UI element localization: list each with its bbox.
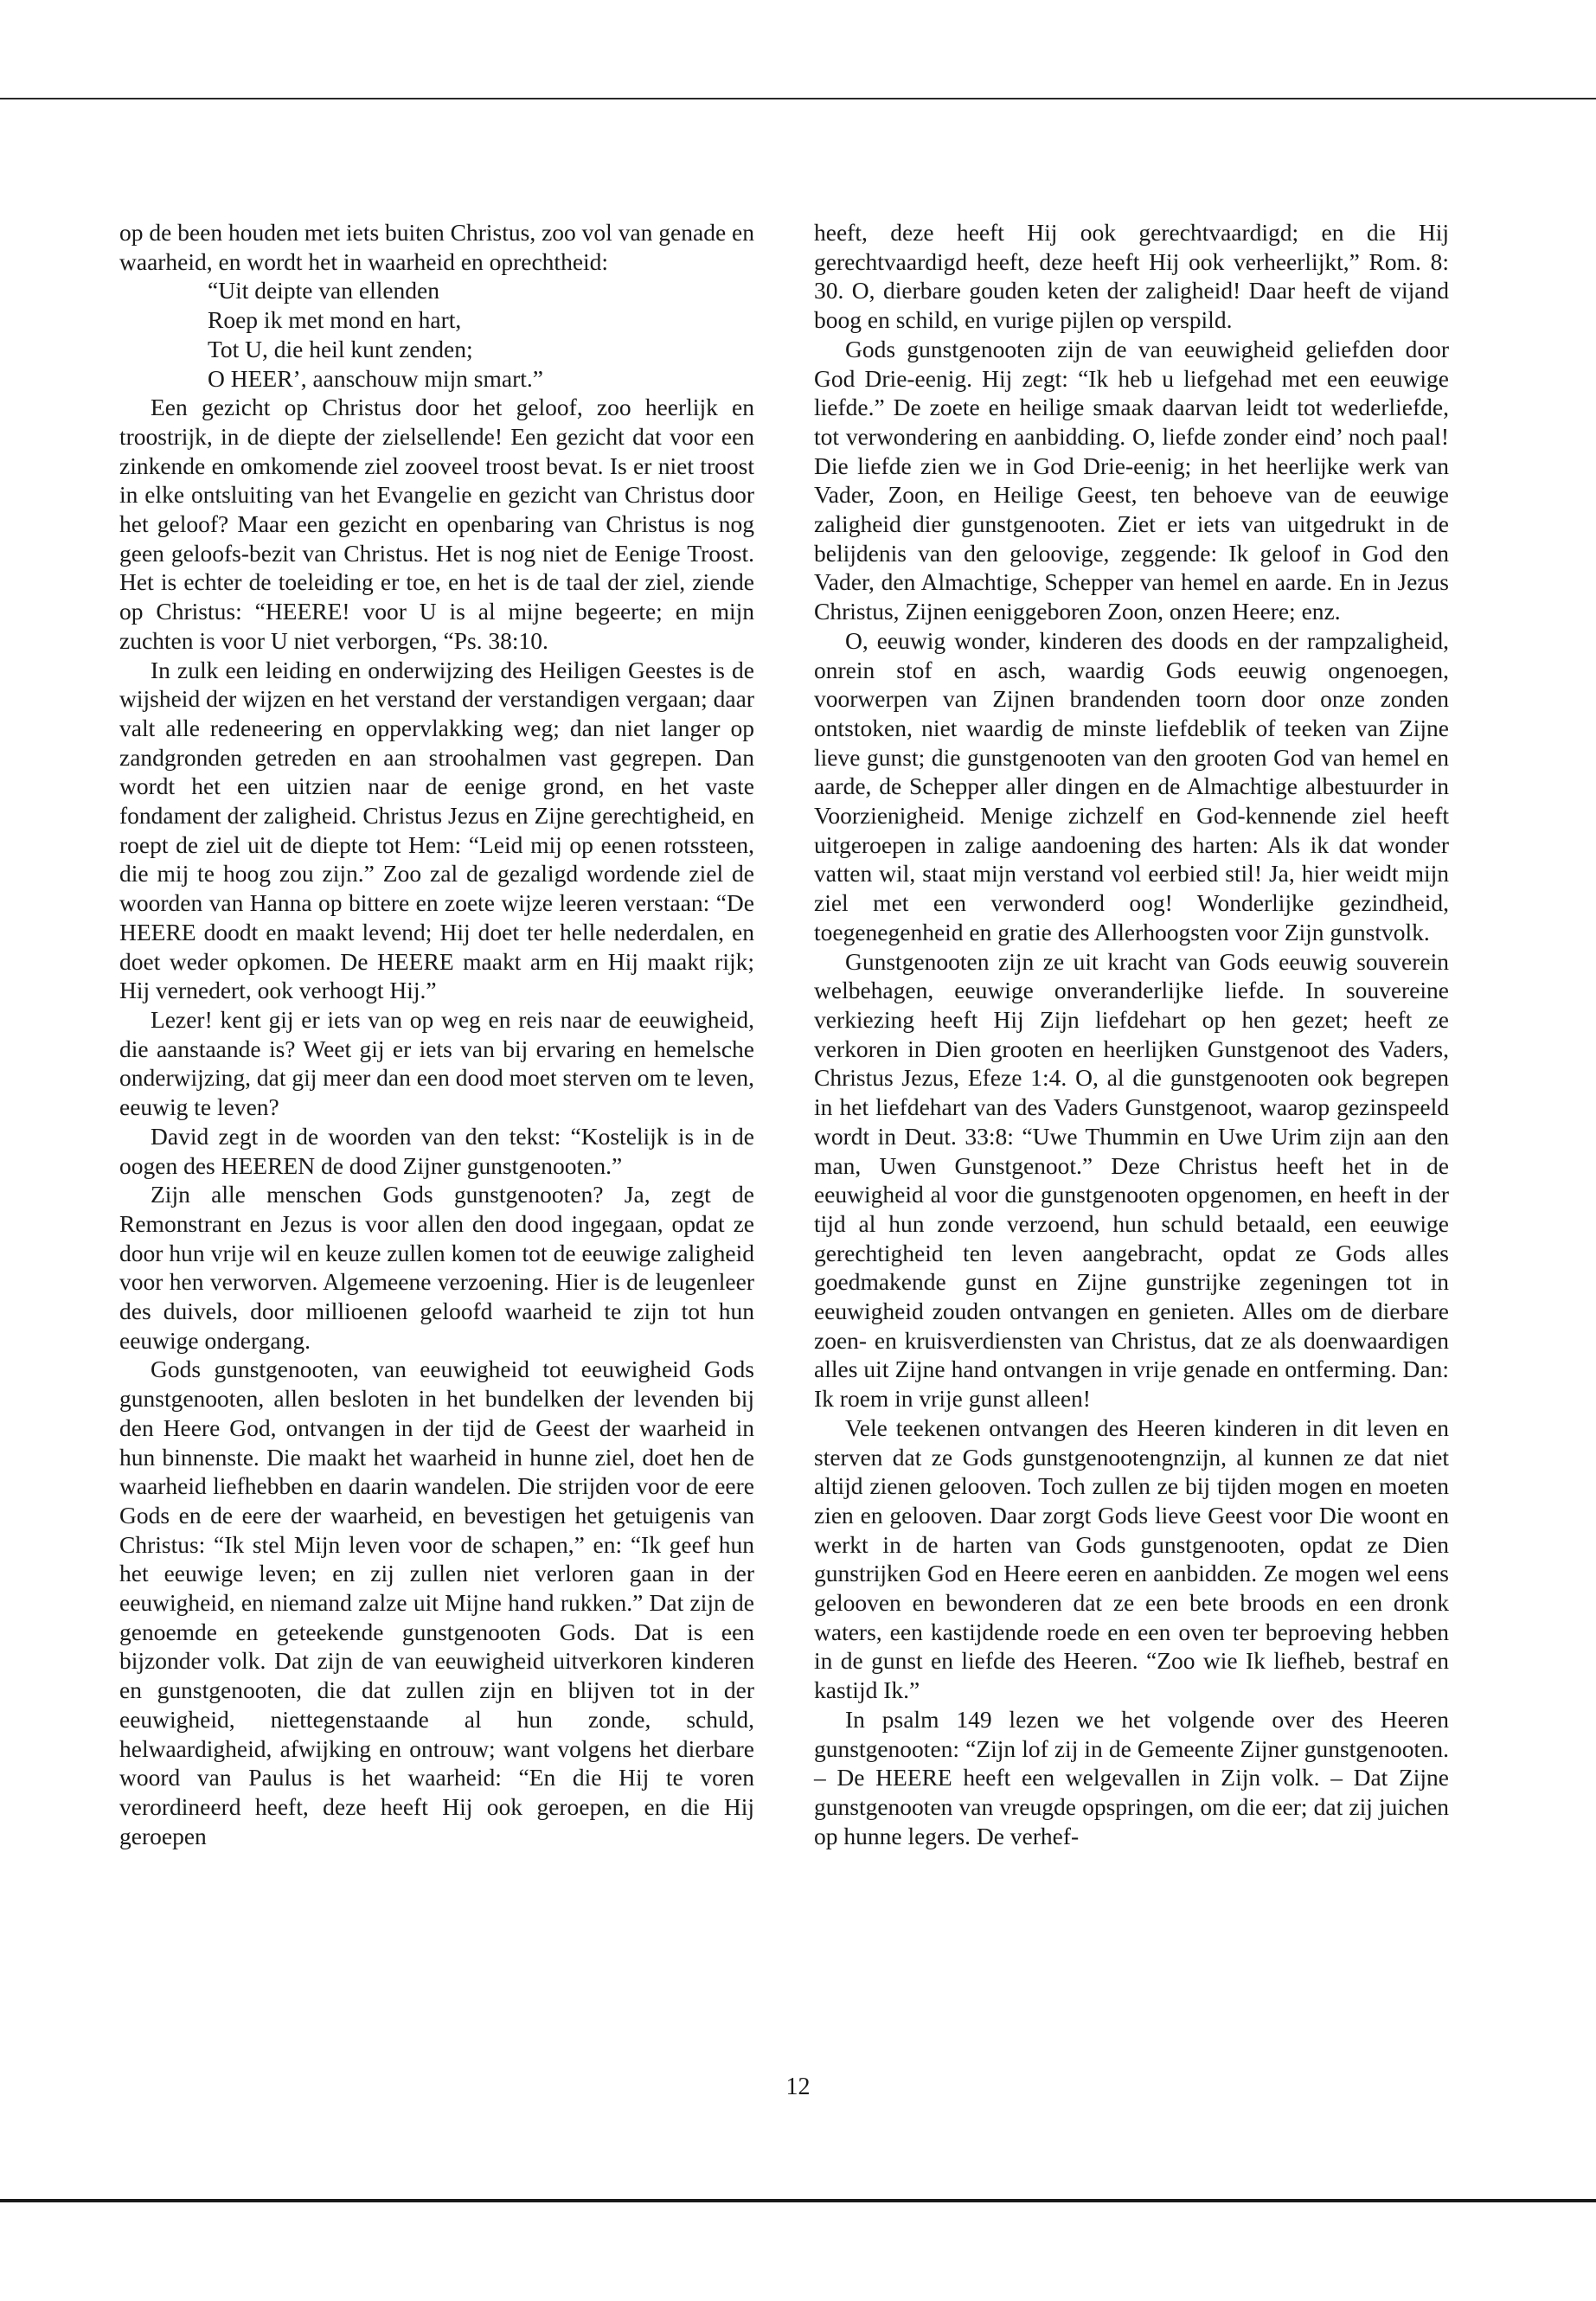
poem-line: Tot U, die heil kunt zenden;: [208, 335, 473, 362]
paragraph: Zijn alle menschen Gods gunstgenooten? Ja, zegt de Remonstrant en Jezus is voor allen den dood ingegaan, opdat ze door hun vrije wil en keuze zullen komen tot de eeuwige zaligheid voor hen verworven. Algemeene verzoening. Hier is de leugenleer des duivels, door millioenen geloofd waarheid te zijn tot hun eeuwige ondergang.: [119, 1181, 754, 1354]
poem-line: Roep ik met mond en hart,: [208, 306, 462, 334]
paragraph: Gunstgenooten zijn ze uit kracht van Gods eeuwig souverein welbehagen, eeuwige onveranderlijke liefde. In souvereine verkiezing heeft Hij Zijn liefdehart op hen gezet; heeft ze verkoren in Dien grooten en heerlijken Gunstgenoot des Vaders, Christus Jezus, Efeze 1:4. O, al die gunstgenooten ook begrepen in het liefdehart van des Vaders Gunstgenoot, waarop gezinspeeld wordt in Deut. 33:8: “Uwe Thummin en Uwe Urim zijn aan den man, Uwen Gunstgenoot.” Deze Christus heeft het in de eeuwigheid al voor die gunstgenooten opgenomen, en heeft in der tijd al hun zonde verzoend, hun schuld betaald, een eeuwige gerechtigheid ten leven aangebracht, opdat ze Gods alles goedmakende gunst en Zijne gunstrijke zegeningen tot in eeuwigheid zouden ontvangen en genieten. Alles om de dierbare zoen- en kruisverdiensten van Christus, dat ze als doenwaardigen alles uit Zijne hand ontvangen in vrije genade en ontferming. Dan: Ik roem in vrije gunst alleen!: [814, 947, 1449, 1413]
page-number: 12: [785, 2073, 811, 2100]
paragraph: David zegt in de woorden van den tekst: “Kostelijk is in de oogen des HEEREN de dood Zijner gunstgenooten.”: [119, 1122, 754, 1179]
top-rule: [0, 98, 1596, 99]
bottom-rule: [0, 2199, 1596, 2202]
paragraph: In zulk een leiding en onderwijzing des Heiligen Geestes is de wijsheid der wijzen en het verstand der verstandigen vergaan; daar valt alle redeneering en oppervlakking weg; dan niet langer op zandgronden getreden en aan stroohalmen vast gegrepen. Dan wordt het een uitzien naar de eenige grond, en het vaste fondament der zaligheid. Christus Jezus en Zijne gerechtigheid, en roept de ziel uit de diepte tot Hem: “Leid mij op eenen rotssteen, die mij te hoog zou zijn.” Zoo zal de gezaligd wordende ziel de woorden van Hanna op bittere en zoete wijze leeren verstaan: “De HEERE doodt en maakt levend; Hij doet ter helle nederdalen, en doet weder opkomen. De HEERE maakt arm en Hij maakt rijk; Hij vernedert, ook verhoogt Hij.”: [119, 656, 754, 1004]
paragraph: Vele teekenen ontvangen des Heeren kinderen in dit leven en sterven dat ze Gods gunstgenootengnzijn, al kunnen ze dat niet altijd zienen gelooven. Toch zullen ze bij tijden mogen en moeten zien en gelooven. Daar zorgt Gods lieve Geest voor Die woont en werkt in de harten van Gods gunstgenooten, opdat ze Dien gunstrijken God en Heere eeren en aanbidden. Ze mogen wel eens gelooven en bewonderen dat ze een bete broods en een dronk waters, een kastijdende roede en een oven ter beproeving hebben in de gunst en liefde des Heeren. “Zoo wie Ik liefheb, bestraf en kastijd Ik.”: [814, 1413, 1449, 1704]
poem-line: “Uit deipte van ellenden: [208, 277, 440, 304]
paragraph: heeft, deze heeft Hij ook gerechtvaardigd; en die Hij gerechtvaardigd heeft, deze heeft Hij ook verheerlijkt,” Rom. 8: 30. O, dierbare gouden keten der zaligheid! Daar heeft de vijand boog en schild, en vurige pijlen op verspild.: [814, 219, 1449, 334]
paragraph: Gods gunstgenooten, van eeuwigheid tot eeuwigheid Gods gunstgenooten, allen besloten in het bundelken der levenden bij den Heere God, ontvangen in der tijd de Geest der waarheid in hun binnenste. Die maakt het waarheid in hunne ziel, doet hen de waarheid liefhebben en daarin wandelen. Die strijden voor de eere Gods en de eere der waarheid, en bevestigen het getuigenis van Christus: “Ik stel Mijn leven voor de schapen,” en: “Ik geef hun het eeuwige leven; en zij zullen niet verloren gaan in der eeuwigheid, en niemand zalze uit Mijne hand rukken.” Dat zijn de genoemde en geteekende gunstgenooten Gods. Dat is een bijzonder volk. Dat zijn de van eeuwigheid uitverkoren kinderen en gunstgenooten, die dat zullen zijn en blijven tot in der eeuwigheid, niettegenstaande al hun zonde, schuld, helwaardigheid, afwijking en ontrouw; want volgens het dierbare woord van Paulus is het waarheid: “En die Hij te voren verordineerd heeft, deze heeft Hij ook geroepen, en die Hij geroepen: [119, 1356, 754, 1849]
paragraph: Een gezicht op Christus door het geloof, zoo heerlijk en troostrijk, in de diepte der zielsellende! Een gezicht dat voor een zinkende en omkomende ziel zooveel troost bevat. Is er niet troost in elke ontsluiting van het Evangelie en gezicht van Christus door het geloof? Maar een gezicht en openbaring van Christus is nog geen geloofs-bezit van Christus. Het is nog niet de Eenige Troost. Het is echter de toeleiding er toe, en het is de taal der ziel, ziende op Christus: “HEERE! voor U is al mijne begeerte; en mijn zuchten is voor U niet verborgen, “Ps. 38:10.: [119, 394, 754, 654]
poem-line: O HEER’, aanschouw mijn smart.”: [208, 364, 543, 392]
paragraph: In psalm 149 lezen we het volgende over des Heeren gunstgenooten: “Zijn lof zij in de Gemeente Zijner gunstgenooten. – De HEERE heeft een welgevallen in Zijn volk. – Dat Zijne gunstgenooten van vreugde opspringen, om die eer; dat zij juichen op hunne legers. De verhef-: [814, 1705, 1449, 1849]
paragraph: Gods gunstgenooten zijn de van eeuwigheid geliefden door God Drie-eenig. Hij zegt: “Ik heb u liefgehad met een eeuwige liefde.” De zoete en heilige smaak daarvan leidt tot wederliefde, tot verwondering en aanbidding. O, liefde zonder eind’ noch paal! Die liefde zien we in God Drie-eenig; in het heerlijke werk van Vader, Zoon, en Heilige Geest, ten behoeve van de eeuwige zaligheid dier gunstgenooten. Ziet er iets van uitgedrukt in de belijdenis van den geloovige, zeggende: Ik geloof in God den Vader, den Almachtige, Schepper van hemel en aarde. En in Jezus Christus, Zijnen eeniggeboren Zoon, onzen Heere; enz.: [814, 335, 1449, 625]
paragraph: Lezer! kent gij er iets van op weg en reis naar de eeuwigheid, die aanstaande is? Weet gij er iets van bij ervaring en hemelsche onderwijzing, dat gij meer dan een dood moet sterven om te leven, eeuwig te leven?: [119, 1005, 754, 1121]
paragraph: O, eeuwig wonder, kinderen des doods en der rampzaligheid, onrein stof en asch, waardig Gods eeuwig ongenoegen, voorwerpen van Zijnen brandenden toorn door onze zonden ontstoken, niet waardig de minste liefdeblik of teeken van Zijne lieve gunst; die gunstgenooten van den grooten God van hemel en aarde, de Schepper aller dingen en de Almachtige albestuurder in Voorzienigheid. Menige zichzelf en God-kennende ziel heeft uitgeroepen in zalige aandoening des harten: Als ik dat wonder vatten wil, staat mijn verstand vol eerbied stil! Ja, hier weidt mijn ziel met een verwonderd oog! Wonderlijke gezindheid, toegenegenheid en gratie des Allerhoogsten voor Zijn gunstvolk.: [814, 626, 1449, 945]
poem-quote: [208, 276, 754, 393]
right-column: [814, 218, 1449, 1850]
left-column: [119, 218, 754, 1850]
paragraph: op de been houden met iets buiten Christus, zoo vol van genade en waarheid, en wordt het in waarheid en oprechtheid:: [119, 219, 754, 275]
